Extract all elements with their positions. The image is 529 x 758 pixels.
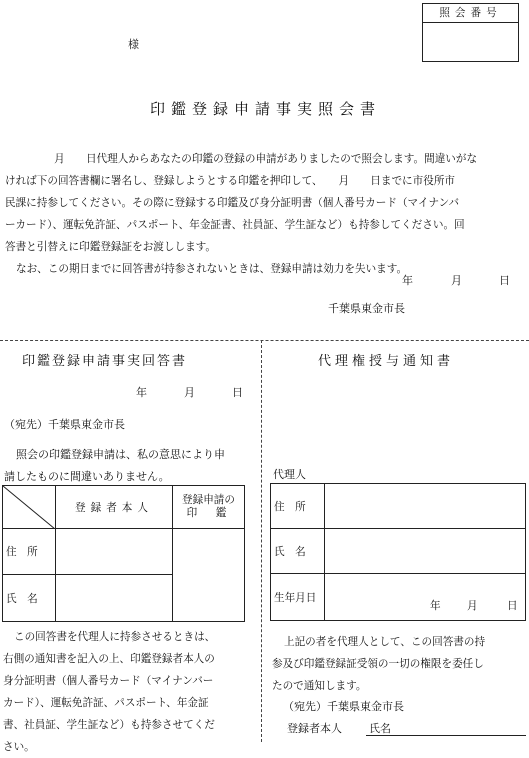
reply-note-line: 右側の通知書を記入の上、印鑑登録者本人の — [3, 653, 215, 665]
reply-date-month: 月 — [184, 386, 195, 399]
reply-note-line: この回答書を代理人に持参させるときは、 — [14, 631, 216, 643]
agent-address-field[interactable] — [325, 484, 526, 529]
inquiry-date-month: 月 — [451, 274, 462, 287]
cut-line-vertical — [261, 340, 262, 742]
inquiry-body-line: ーカード）、運転免許証、パスポート、年金証書、社員証、学生証など）も持参してください。回 — [5, 219, 465, 231]
inquiry-body-line: 答書と引替えに印鑑登録証をお渡しします。 — [5, 241, 217, 253]
row-label-name-text: 氏 名 — [6, 592, 38, 605]
seal-stamp-field[interactable] — [173, 529, 245, 622]
seal-header-line: 登録申請の — [182, 494, 235, 506]
reference-number-box — [422, 3, 519, 62]
proxy-title: 代理権授与通知書 — [318, 354, 455, 369]
proxy-name-label: 氏名 — [369, 722, 391, 735]
reply-note — [3, 626, 258, 758]
seal-header — [173, 486, 245, 529]
agent-birthdate-field[interactable] — [325, 574, 526, 621]
inquiry-date-day: 日 — [499, 274, 510, 287]
proxy-row-label-address — [271, 484, 325, 529]
proxy-row-label-name — [271, 529, 325, 574]
birth-year-label: 年 — [430, 600, 441, 612]
proxy-agent-label: 代理人 — [273, 468, 306, 481]
row-label-address-text: 住 所 — [6, 546, 38, 558]
seal-header-line: 印 鑑 — [186, 507, 231, 519]
registrant-name-field[interactable] — [56, 575, 173, 622]
row-label-name — [3, 575, 56, 622]
proxy-row-label-birthdate — [271, 574, 325, 621]
proxy-addressee: （宛先）千葉県東金市長 — [283, 700, 404, 713]
proxy-row-label-birthdate-text: 生年月日 — [274, 591, 317, 604]
inquiry-date-year: 年 — [402, 274, 413, 287]
agent-name-field[interactable] — [325, 529, 526, 574]
proxy-statement — [272, 631, 527, 697]
inquiry-title: 印鑑登録申請事実照会書 — [150, 100, 382, 118]
proxy-row-label-address-text: 住 所 — [274, 500, 306, 513]
addressee-suffix: 様 — [128, 38, 139, 51]
reply-date-year: 年 — [136, 386, 147, 399]
proxy-statement-line: たので通知します。 — [272, 680, 367, 692]
reply-date-day: 日 — [232, 386, 243, 399]
registrant-header-label: 登録者本人 — [75, 501, 153, 514]
registrant-address-field[interactable] — [56, 529, 173, 575]
diagonal-cell — [3, 486, 56, 529]
inquiry-body-line: 民課に持参してください。その際に登録する印鑑及び身分証明書（個人番号カード（マイナンバ — [5, 197, 460, 209]
reply-title: 印鑑登録申請事実回答書 — [22, 354, 188, 369]
reply-note-line: さい。 — [3, 741, 35, 753]
inquiry-body-line: ければ下の回答書欄に署名し、登録しようとする印鑑を押印して、 月 日までに市役所市 — [5, 175, 456, 187]
proxy-table — [270, 483, 526, 621]
inquiry-body-line: なお、この期日までに回答書が持参されないときは、登録申請は効力を失います。 — [16, 263, 408, 275]
proxy-row-label-name-text: 氏 名 — [274, 545, 306, 558]
registrant-header — [56, 486, 173, 529]
reply-table — [2, 485, 245, 622]
proxy-signature-line[interactable] — [366, 735, 526, 736]
diagonal-line — [3, 486, 55, 529]
proxy-statement-line: 参及び印鑑登録証受領の一切の権限を委任し — [272, 658, 484, 670]
row-label-address — [3, 529, 56, 575]
reference-number-value-field[interactable] — [423, 23, 518, 62]
inquiry-body-line: 月 日代理人からあなたの印鑑の登録の申請がありましたので照会します。間違いがな — [33, 153, 478, 165]
reference-number-label: 照会番号 — [423, 4, 518, 23]
inquiry-issuer: 千葉県東金市長 — [328, 302, 405, 315]
proxy-statement-line: 上記の者を代理人として、この回答書の持 — [284, 636, 486, 648]
reply-note-line: 書、社員証、学生証など）も持参させてくだ — [3, 719, 215, 731]
inquiry-body — [5, 148, 525, 280]
cut-line-horizontal — [0, 340, 529, 341]
birth-day-label: 日 — [507, 600, 518, 612]
proxy-registrant-label: 登録者本人 — [287, 722, 342, 735]
reply-note-line: 身分証明書（個人番号カード（マイナンバー — [3, 675, 214, 687]
reply-statement-line: 請したものに間違いありません。 — [4, 470, 170, 483]
birth-month-label: 月 — [467, 600, 478, 612]
reply-statement-line: 照会の印鑑登録申請は、私の意思により申 — [16, 448, 225, 461]
reply-addressee: （宛先）千葉県東金市長 — [4, 418, 125, 431]
reply-note-line: カード）、運転免許証、パスポート、年金証 — [3, 697, 209, 709]
